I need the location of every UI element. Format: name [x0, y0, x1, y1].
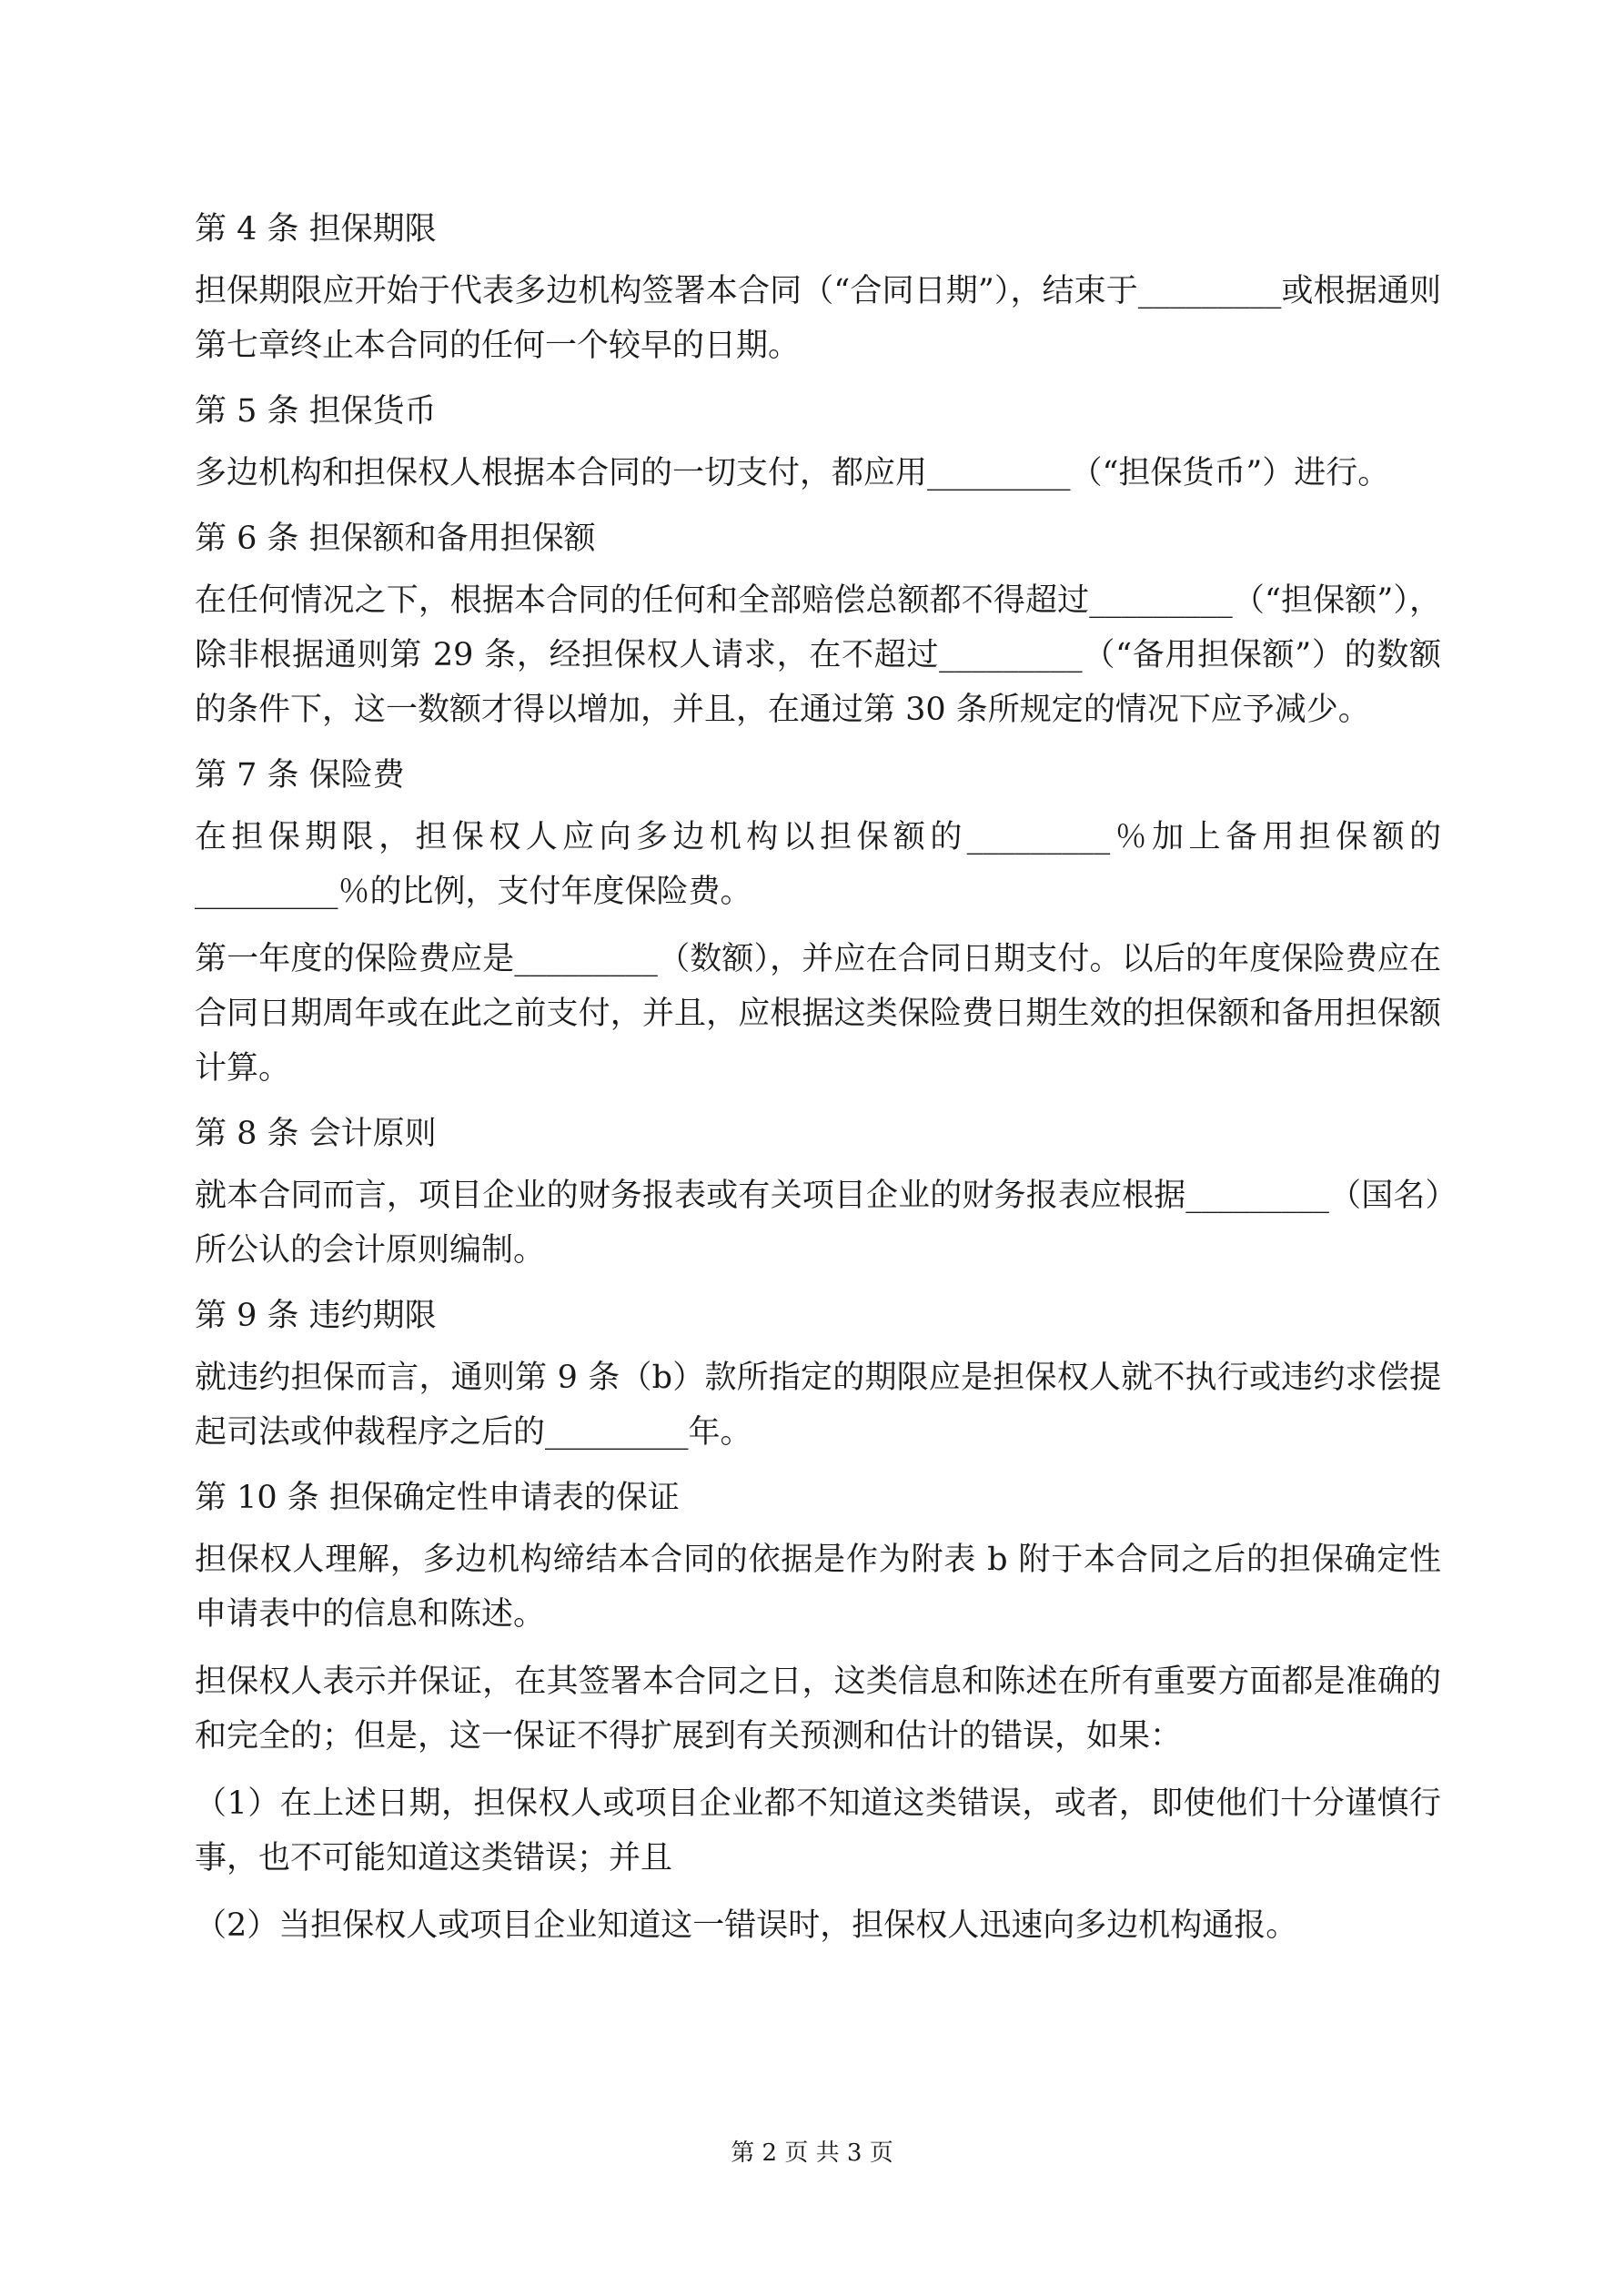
article-9-heading: 第 9 条 违约期限 — [195, 1298, 437, 1334]
page-footer: 第 2 页 共 3 页 — [731, 2139, 893, 2167]
article-10-heading: 第 10 条 担保确定性申请表的保证 — [195, 1480, 680, 1516]
article-10-text: 担保权人理解，多边机构缔结本合同的依据是作为附表 b 附于本合同之后的担保确定性申请表中的信息和陈述。 — [195, 1542, 1441, 1633]
article-7-text-2: 第一年度的保险费应是_________（数额），并应在合同日期支付。以后的年度保险费应在合同日期周年或在此之前支付，并且，应根据这类保险费日期生效的担保额和备用担保额计算。 — [195, 941, 1441, 1087]
article-4-heading: 第 4 条 担保期限 — [195, 211, 437, 248]
article-6-text: 在任何情况之下，根据本合同的任何和全部赔偿总额都不得超过_________（“担保额”），除非根据通则第 29 条，经担保权人请求，在不超过_________（“备用担保额”）的数额的条件下，这一数额才得以增加，并且，在通过第 30 条所规定的情况下应予减少。 — [195, 582, 1441, 728]
article-10-item-2: （2）当担保权人或项目企业知道这一错误时，担保权人迅速向多边机构通报。 — [195, 1907, 1298, 1944]
article-6-heading: 第 6 条 担保额和备用担保额 — [195, 521, 596, 557]
article-8-heading: 第 8 条 会计原则 — [195, 1116, 437, 1152]
article-10-item-1: （1）在上述日期，担保权人或项目企业都不知道这类错误，或者，即使他们十分谨慎行事，也不可能知道这类错误；并且 — [195, 1785, 1441, 1876]
article-4-text: 担保期限应开始于代表多边机构签署本合同（“合同日期”），结束于_________或根据通则第七章终止本合同的任何一个较早的日期。 — [195, 273, 1441, 364]
document-body — [195, 202, 1441, 1953]
article-10-text-2: 担保权人表示并保证，在其签署本合同之日，这类信息和陈述在所有重要方面都是准确的和完全的；但是，这一保证不得扩展到有关预测和估计的错误，如果： — [195, 1664, 1441, 1755]
article-5-heading: 第 5 条 担保货币 — [195, 393, 437, 430]
article-8-text: 就本合同而言，项目企业的财务报表或有关项目企业的财务报表应根据_________（国名）所公认的会计原则编制。 — [195, 1178, 1441, 1269]
article-9-text: 就违约担保而言，通则第 9 条（b）款所指定的期限应是担保权人就不执行或违约求偿提起司法或仲裁程序之后的_________年。 — [195, 1360, 1441, 1451]
article-7-heading: 第 7 条 保险费 — [195, 757, 405, 794]
article-5-text: 多边机构和担保权人根据本合同的一切支付，都应用_________（“担保货币”）进行。 — [195, 455, 1390, 491]
article-7-text: 在担保期限，担保权人应向多边机构以担保额的_________％加上备用担保额的_________％的比例，支付年度保险费。 — [195, 819, 1441, 910]
